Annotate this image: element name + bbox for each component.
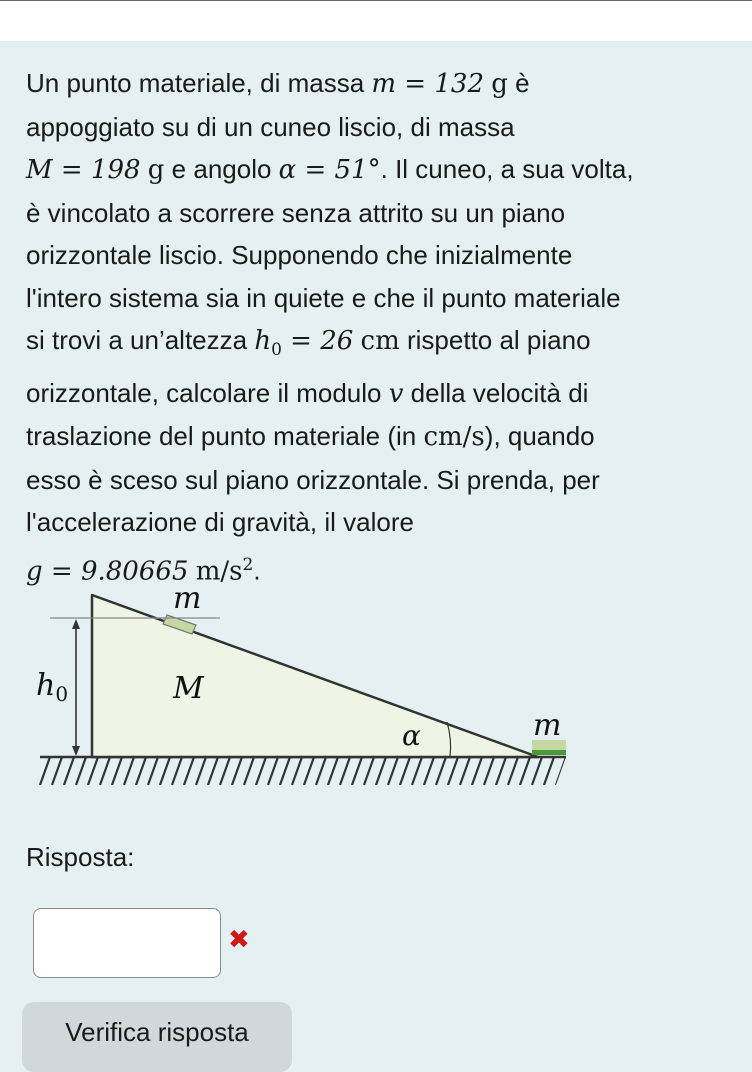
unit-cm: cm	[360, 326, 400, 356]
block-bottom-edge	[532, 750, 566, 755]
label-h0-subscript: 0	[55, 682, 69, 706]
text-segment: è	[507, 68, 530, 98]
text-segment: .	[253, 555, 261, 586]
text-line: orizzontale liscio. Supponendo che inizialmente	[26, 240, 573, 270]
unit-g: g	[491, 69, 508, 99]
wedge-diagram	[30, 585, 590, 810]
math-superscript: 2	[242, 554, 254, 575]
wedge-shape	[92, 595, 538, 757]
ground-hatching	[40, 757, 566, 785]
math-v: v	[388, 378, 404, 409]
math-height-value: = 26	[281, 326, 354, 356]
top-bar	[0, 0, 752, 41]
text-segment: ), quando	[484, 421, 595, 452]
answer-input[interactable]	[33, 908, 221, 978]
text-segment: traslazione del punto materiale (in	[26, 421, 424, 452]
text-segment: orizzontale, calcolare il modulo	[26, 377, 389, 408]
math-gravity: g = 9.80665	[26, 556, 189, 587]
math-subscript: 0	[271, 340, 282, 361]
label-alpha: α	[402, 719, 421, 752]
text-line: esso è sceso sul piano orizzontale. Si prenda, per	[26, 464, 600, 495]
text-segment: rispetto al piano	[399, 325, 591, 355]
verify-answer-button[interactable]: Verifica risposta	[22, 1002, 292, 1072]
label-m-top: m	[173, 585, 202, 616]
unit-m-per-s2: m/s	[195, 556, 243, 587]
text-segment: si trovi a un’altezza	[26, 325, 255, 355]
text-segment: della velocità di	[403, 377, 589, 408]
text-segment: e angolo	[164, 154, 279, 184]
cross-icon: ✖	[228, 924, 250, 954]
label-M: M	[173, 671, 204, 706]
label-h0	[36, 668, 68, 706]
math-mass-M: M = 198	[26, 155, 141, 185]
h0-arrow-head-top	[72, 619, 80, 629]
problem-statement	[26, 62, 736, 593]
text-segment: . Il cuneo, a sua volta,	[380, 154, 634, 184]
math-h: h	[254, 326, 272, 356]
text-segment: Un punto materiale, di massa	[26, 68, 372, 98]
text-line: l'accelerazione di gravità, il valore	[26, 507, 414, 538]
label-h0-main: h	[36, 668, 56, 703]
h0-arrow-head-bottom	[72, 746, 80, 756]
text-line: l'intero sistema sia in quiete e che il punto materiale	[26, 282, 621, 313]
text-line: appoggiato su di un cuneo liscio, di massa	[26, 111, 515, 142]
math-angle-alpha: α = 51°	[278, 155, 381, 185]
unit-cm-per-s: cm/s	[423, 422, 485, 453]
text-line: è vincolato a scorrere senza attrito su un piano	[26, 197, 566, 228]
problem-text	[26, 62, 736, 593]
answer-label: Risposta:	[26, 842, 135, 872]
label-m-bottom: m	[533, 708, 562, 743]
math-mass-m: m = 132	[371, 69, 484, 99]
unit-g: g	[147, 155, 165, 185]
